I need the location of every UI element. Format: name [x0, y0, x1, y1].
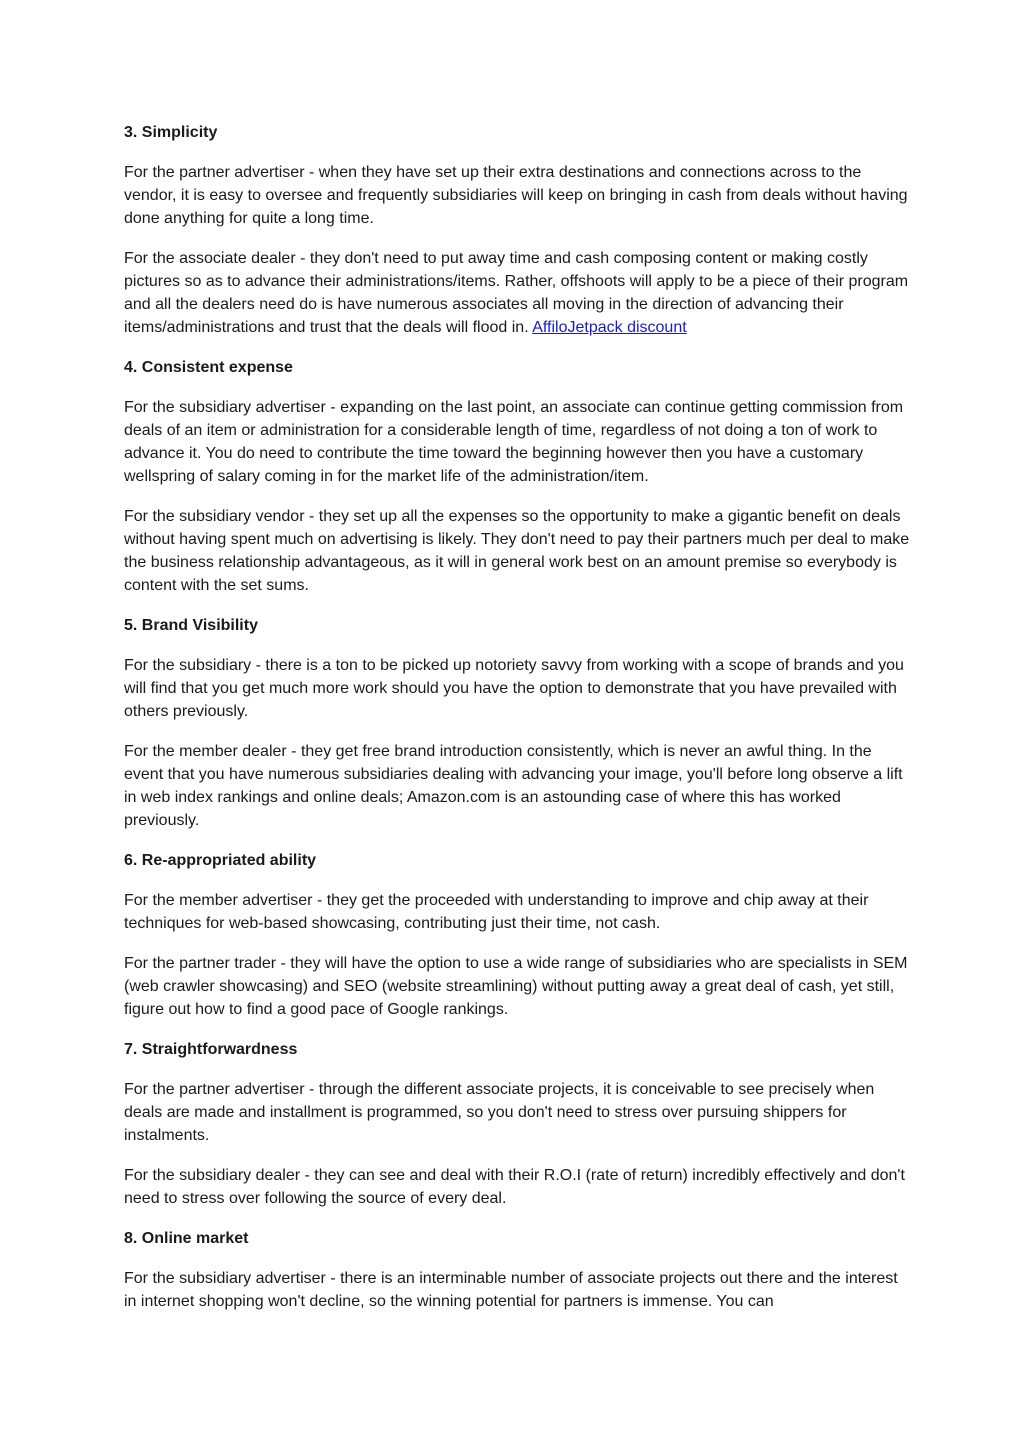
paragraph: For the partner trader - they will have the option to use a wide range of subsidiaries who are specialists in SEM (web crawler showcasing) and SEO (website streamlining) without putting away a great deal of cash, yet still, figure out how to find a good pace of Google rankings. — [124, 955, 908, 1018]
paragraph: For the subsidiary dealer - they can see and deal with their R.O.I (rate of return) incredibly effectively and don't need to stress over following the source of every deal. — [124, 1167, 905, 1207]
section-consistent-expense — [124, 356, 914, 597]
section-reappropriated-ability — [124, 849, 914, 1021]
paragraph: For the subsidiary - there is a ton to be picked up notoriety savvy from working with a scope of brands and you will find that you get much more work should you have the option to demonstrate that you have prevailed with others previously. — [124, 657, 904, 720]
affilojetpack-discount-link[interactable]: AffiloJetpack discount — [532, 319, 687, 336]
paragraph-text: For the associate dealer - they don't need to put away time and cash composing content or making costly pictures so as to advance their administrations/items. Rather, offshoots will apply to be a piece of their program and all the dealers need do is have numerous associates all moving in the direction of advancing their items/administrations and trust that the deals will flood in. — [124, 250, 909, 336]
paragraph: For the partner advertiser - through the different associate projects, it is conceivable to see precisely when deals are made and installment is programmed, so you don't need to stress over pursuing shippers for instalments. — [124, 1081, 875, 1144]
paragraph: For the member advertiser - they get the proceeded with understanding to improve and chip away at their techniques for web-based showcasing, contributing just their time, not cash. — [124, 892, 869, 932]
section-heading: 7. Straightforwardness — [124, 1041, 298, 1058]
section-heading: 5. Brand Visibility — [124, 617, 258, 634]
paragraph-with-link — [124, 247, 914, 339]
section-heading: 3. Simplicity — [124, 124, 218, 141]
paragraph: For the member dealer - they get free brand introduction consistently, which is never an awful thing. In the event that you have numerous subsidiaries dealing with advancing your image, you'll before long observe a lift in web index rankings and online deals; Amazon.com is an astounding case of where this has worked previously. — [124, 743, 903, 829]
paragraph: For the partner advertiser - when they have set up their extra destinations and connections across to the vendor, it is easy to oversee and frequently subsidiaries will keep on bringing in cash from deals without having done anything for quite a long time. — [124, 164, 908, 227]
section-heading: 6. Re-appropriated ability — [124, 852, 317, 869]
section-online-market — [124, 1227, 914, 1313]
section-simplicity — [124, 121, 914, 339]
paragraph: For the subsidiary vendor - they set up all the expenses so the opportunity to make a gigantic benefit on deals without having spent much on advertising is likely. They don't need to pay their partners much per deal to make the business relationship advantageous, as it will in general work best on an amount premise so everybody is content with the set sums. — [124, 508, 910, 594]
section-straightforwardness — [124, 1038, 914, 1210]
section-heading: 4. Consistent expense — [124, 359, 293, 376]
document-page — [124, 121, 914, 1330]
paragraph: For the subsidiary advertiser - expanding on the last point, an associate can continue getting commission from deals of an item or administration for a considerable length of time, regardless of not doing a ton of work to advance it. You do need to contribute the time toward the beginning however then you have a customary wellspring of salary coming in for the market life of the administration/item. — [124, 399, 904, 485]
paragraph: For the subsidiary advertiser - there is an interminable number of associate projects out there and the interest in internet shopping won't decline, so the winning potential for partners is immense. You can — [124, 1270, 898, 1310]
section-brand-visibility — [124, 614, 914, 832]
section-heading: 8. Online market — [124, 1230, 249, 1247]
